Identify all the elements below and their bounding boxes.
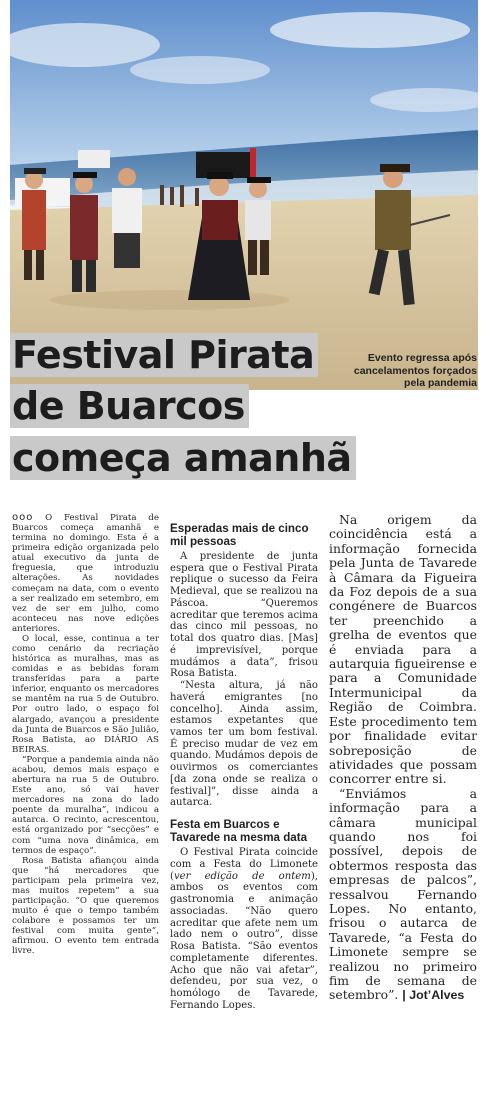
subheading: Festa em Buarcos e Tavarede na mesma data	[170, 818, 308, 845]
article-column-3	[329, 513, 477, 1003]
text-segment: “Enviámos a informação para a câmara municipal quando nos foi possível, depois de obtermos resposta das empresas de palcos”, ressalvou Fernando Lopes. No entanto, frisou o autarca de Tavarede, “a Festa do Limonete sempre se realizou no primeiro fim de semana de setembro”.	[329, 785, 477, 1003]
text-segment: O Festival Pirata coincide com a Festa do Limonete (	[170, 847, 318, 882]
article-paragraph: “Porque a pandemia ainda não acabou, demos mais espaço e abertura na rua 5 de Outubro. Este ano, só vai haver mercadores na zona do lado poente da muralha”, indicou a autarca. O recinto, acrescentou, está organizado por “secções” e com “uma nova dinâmica, em termos de espaço”.	[12, 754, 159, 856]
article-column-1	[12, 513, 159, 956]
photo-caption: Evento regressa após cancelamentos forçados pela pandemia	[353, 352, 477, 389]
bullet-dots-icon: ooo	[12, 512, 34, 523]
article-photo	[10, 0, 478, 390]
article-paragraph: Rosa Batista afiançou ainda que “há mercadores que participam pela primeira vez, mas muitos repetem” a sua participação. “O que queremos muito é que o tempo também colabore e possamos ter um festival com muita gente”, afirmou. O evento tem entrada livre.	[12, 855, 159, 957]
subheading: Esperadas mais de cinco mil pessoas	[170, 522, 309, 548]
text-segment: ), ambos os eventos com gastronomia e animação associadas. “Não quero acreditar que afete nem um lado nem o outro”, disse Rosa Batista. “São eventos completamente diferentes. Acho que não vai afetar”, defendeu, por sua vez, o homólogo de Tavarede, Fernando Lopes.	[170, 870, 318, 1011]
text-segment-italic: ver edição de ontem	[173, 870, 311, 882]
author-signature: | Jot’Alves	[402, 988, 465, 1003]
photo-illustration	[10, 0, 478, 390]
article-paragraph	[329, 787, 477, 1003]
article-paragraph: O local, esse, continua a ter como cenário da recriação histórica as muralhas, mas as comidas e as bebidas foram transferidas para a parte inferior, enquanto os mercadores se mantêm na rua 5 de Outubro. Por outro lado, o espaço foi alargado, avançou a presidente da Junta de Buarcos e São Julião, Rosa Batista, ao DIÁRIO AS BEIRAS.	[12, 633, 159, 755]
article-paragraph	[12, 513, 159, 634]
article-column-2	[170, 513, 318, 1011]
article-paragraph: A presidente de junta espera que o Festival Pirata replique o sucesso da Feira Medieval, que se realizou na Páscoa. “Queremos acreditar que teremos acima das cinco mil pessoas, no total dos quatro dias. [Mas] é imprevisível, porque mudámos a data”, frisou Rosa Batista.	[170, 551, 318, 680]
article-paragraph	[170, 847, 318, 1011]
headline-line-3: começa amanhã	[10, 436, 356, 480]
headline-line-1: Festival Pirata	[10, 333, 318, 377]
article-paragraph: Na origem da coincidência está a informação fornecida pela Junta de Tavarede à Câmara da Figueira da Foz depois de a sua congénere de Buarcos ter preenchido a grelha de eventos que é enviada para a autarquia figueirense e para a Comunidade Intermunicipal da Região de Coimbra. Este procedimento tem por finalidade evitar sobreposição de atividades que possam concorrer entre si.	[329, 512, 477, 787]
lead-text: O Festival Pirata de Buarcos começa amanhã e termina no domingo. Esta é a primeira edição organizada pelo atual executivo da junta de freguesia, que introduziu alterações. As novidades começam na data, com o evento a ser realizado em setembro, em vez de ser em julho, como aconteceu nas nove edições anteriores.	[12, 513, 159, 634]
headline-line-2: de Buarcos	[10, 384, 249, 428]
article-paragraph: “Nesta altura, já não haverá emigrantes [no concelho]. Ainda assim, estamos expetantes que vamos ter um bom festival. É preciso mudar de vez em quando. Mudámos depois de ouvirmos os comerciantes [da zona onde se realiza o festival]”, disse ainda a autarca.	[170, 680, 318, 809]
